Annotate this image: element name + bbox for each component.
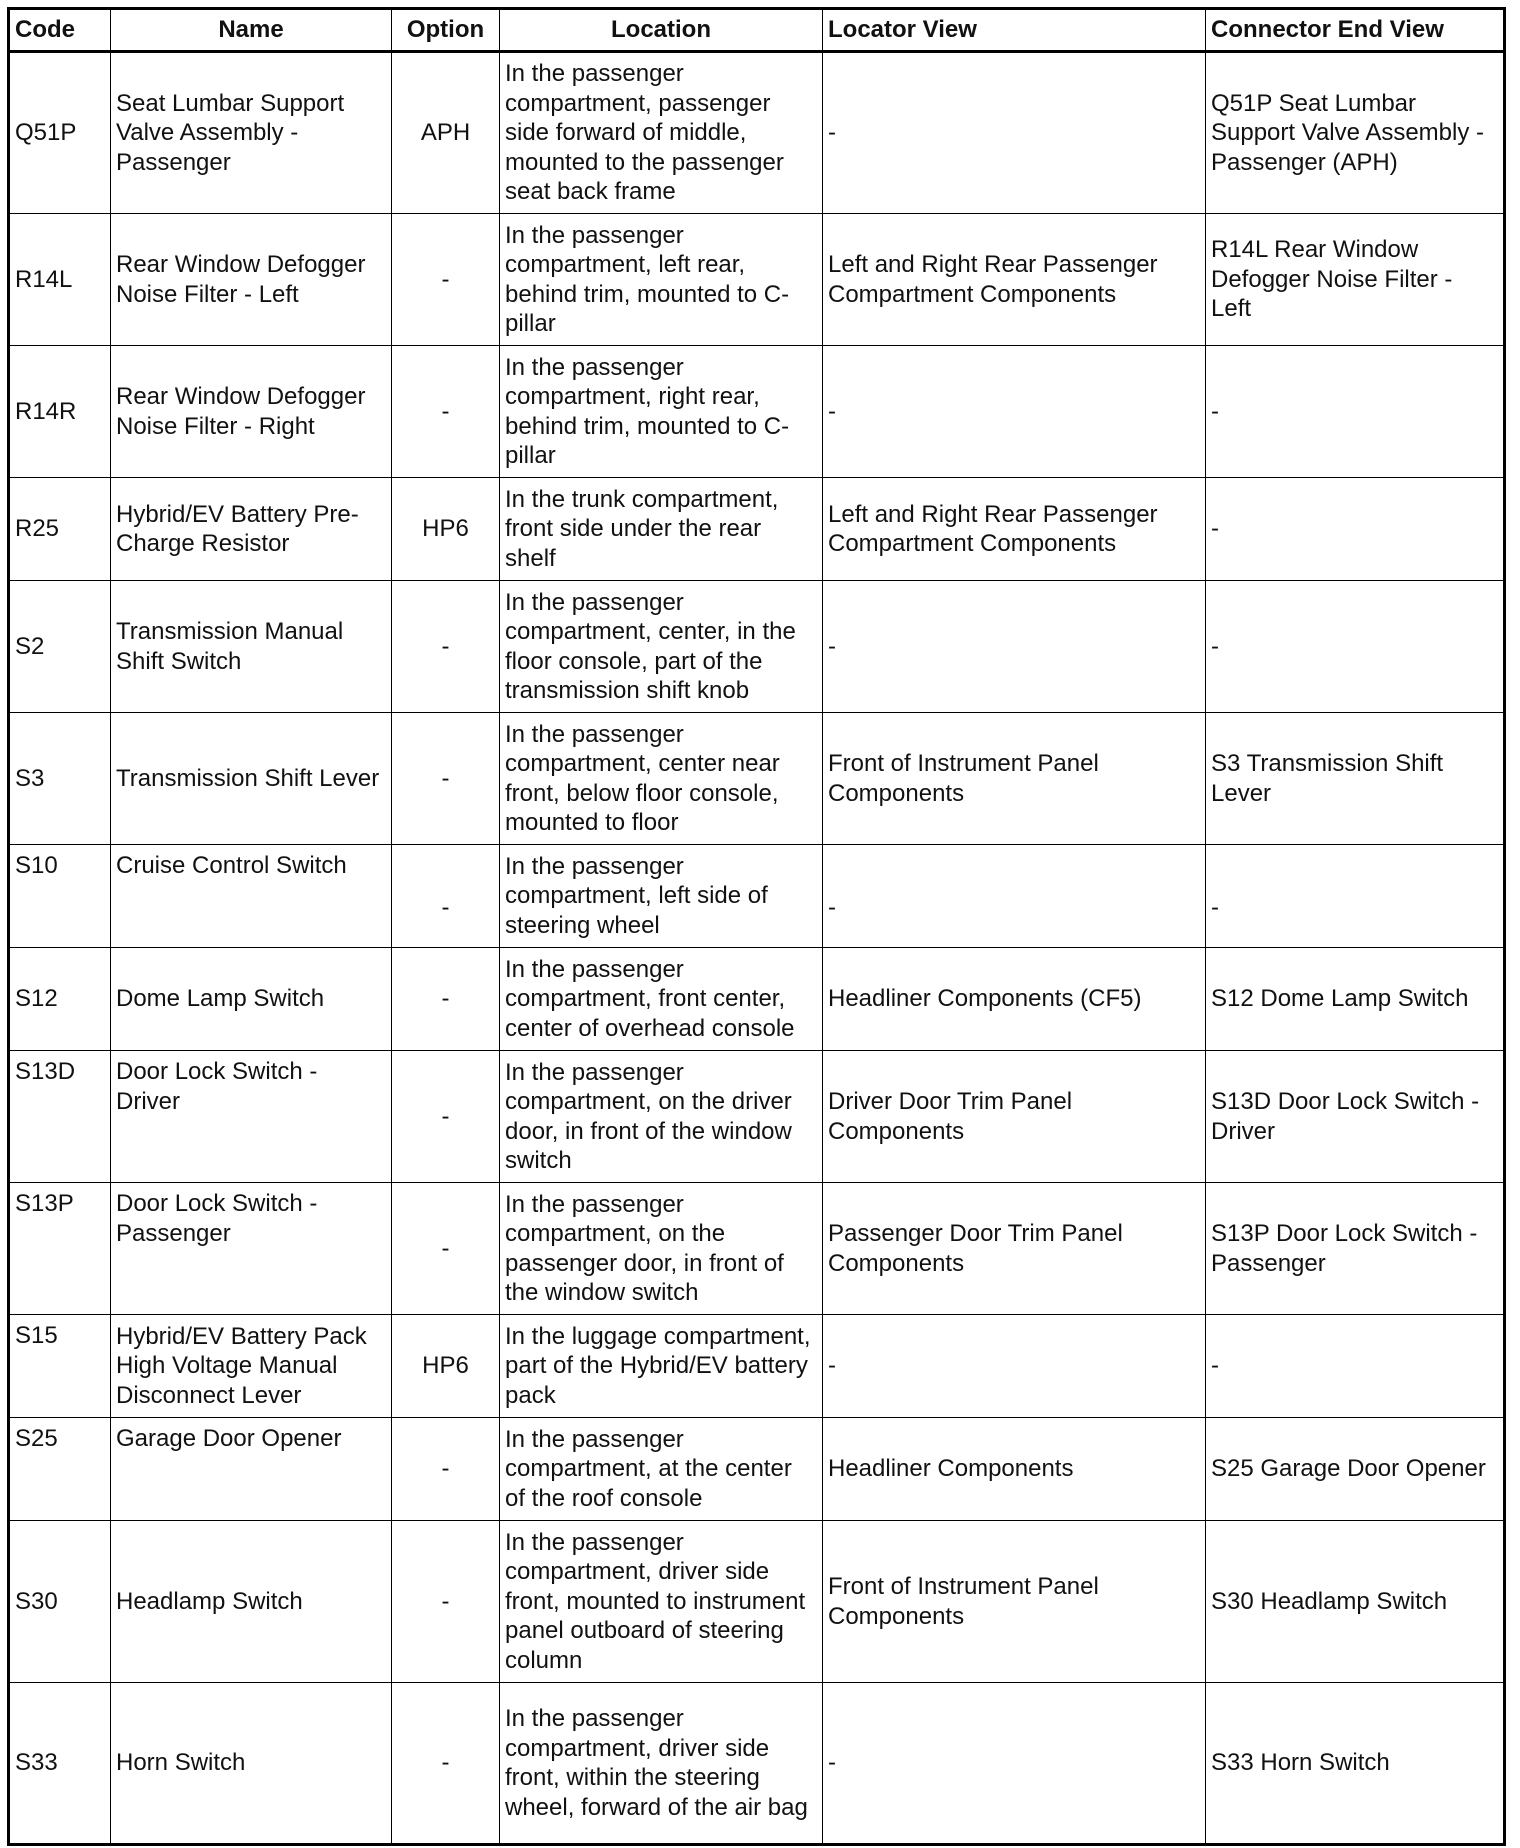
cell-connector-end-view: R14L Rear Window Defogger Noise Filter - Left bbox=[1206, 214, 1505, 346]
cell-option: - bbox=[392, 214, 500, 346]
cell-location: In the passenger compartment, front center, center of overhead console bbox=[500, 948, 823, 1051]
cell-option: - bbox=[392, 346, 500, 478]
cell-locator-view: - bbox=[823, 581, 1206, 713]
cell-locator-view: Front of Instrument Panel Components bbox=[823, 1521, 1206, 1683]
cell-connector-end-view: - bbox=[1206, 845, 1505, 948]
cell-location: In the passenger compartment, at the center of the roof console bbox=[500, 1418, 823, 1521]
cell-option: APH bbox=[392, 52, 500, 214]
table-row bbox=[9, 845, 1505, 948]
table-row bbox=[9, 581, 1505, 713]
cell-connector-end-view: S25 Garage Door Opener bbox=[1206, 1418, 1505, 1521]
table-row bbox=[9, 1051, 1505, 1183]
table-row bbox=[9, 1315, 1505, 1418]
cell-option: - bbox=[392, 1683, 500, 1845]
cell-name: Hybrid/EV Battery Pre-Charge Resistor bbox=[111, 478, 392, 581]
table-row bbox=[9, 1183, 1505, 1315]
table-row bbox=[9, 1521, 1505, 1683]
cell-name: Transmission Manual Shift Switch bbox=[111, 581, 392, 713]
cell-name: Door Lock Switch - Passenger bbox=[111, 1183, 392, 1315]
cell-option: - bbox=[392, 581, 500, 713]
table-row bbox=[9, 214, 1505, 346]
cell-code: S12 bbox=[9, 948, 111, 1051]
cell-name: Headlamp Switch bbox=[111, 1521, 392, 1683]
cell-connector-end-view: Q51P Seat Lumbar Support Valve Assembly - Passenger (APH) bbox=[1206, 52, 1505, 214]
table-row bbox=[9, 1683, 1505, 1845]
cell-connector-end-view: S13P Door Lock Switch - Passenger bbox=[1206, 1183, 1505, 1315]
cell-locator-view: Left and Right Rear Passenger Compartment Components bbox=[823, 478, 1206, 581]
header-name: Name bbox=[111, 9, 392, 52]
component-locator-table bbox=[7, 7, 1506, 1846]
cell-name: Rear Window Defogger Noise Filter - Left bbox=[111, 214, 392, 346]
cell-location: In the passenger compartment, center near front, below floor console, mounted to floor bbox=[500, 713, 823, 845]
cell-name: Seat Lumbar Support Valve Assembly - Passenger bbox=[111, 52, 392, 214]
header-option: Option bbox=[392, 9, 500, 52]
cell-locator-view: - bbox=[823, 845, 1206, 948]
cell-name: Horn Switch bbox=[111, 1683, 392, 1845]
cell-code: Q51P bbox=[9, 52, 111, 214]
cell-option: - bbox=[392, 1418, 500, 1521]
cell-location: In the passenger compartment, center, in the floor console, part of the transmission shift knob bbox=[500, 581, 823, 713]
cell-code: S15 bbox=[9, 1315, 111, 1418]
cell-location: In the passenger compartment, on the driver door, in front of the window switch bbox=[500, 1051, 823, 1183]
cell-connector-end-view: S13D Door Lock Switch - Driver bbox=[1206, 1051, 1505, 1183]
cell-locator-view: Driver Door Trim Panel Components bbox=[823, 1051, 1206, 1183]
cell-connector-end-view: S30 Headlamp Switch bbox=[1206, 1521, 1505, 1683]
cell-connector-end-view: S3 Transmission Shift Lever bbox=[1206, 713, 1505, 845]
cell-code: S10 bbox=[9, 845, 111, 948]
header-location: Location bbox=[500, 9, 823, 52]
cell-option: - bbox=[392, 948, 500, 1051]
cell-connector-end-view: S12 Dome Lamp Switch bbox=[1206, 948, 1505, 1051]
cell-code: S3 bbox=[9, 713, 111, 845]
cell-locator-view: Headliner Components bbox=[823, 1418, 1206, 1521]
header-connector-end-view: Connector End View bbox=[1206, 9, 1505, 52]
cell-option: - bbox=[392, 713, 500, 845]
cell-name: Dome Lamp Switch bbox=[111, 948, 392, 1051]
cell-location: In the luggage compartment, part of the Hybrid/EV battery pack bbox=[500, 1315, 823, 1418]
cell-location: In the passenger compartment, left side of steering wheel bbox=[500, 845, 823, 948]
cell-name: Garage Door Opener bbox=[111, 1418, 392, 1521]
cell-option: HP6 bbox=[392, 478, 500, 581]
cell-code: R25 bbox=[9, 478, 111, 581]
header-locator-view: Locator View bbox=[823, 9, 1206, 52]
cell-name: Door Lock Switch - Driver bbox=[111, 1051, 392, 1183]
cell-locator-view: - bbox=[823, 1315, 1206, 1418]
cell-option: - bbox=[392, 1521, 500, 1683]
cell-locator-view: Passenger Door Trim Panel Components bbox=[823, 1183, 1206, 1315]
cell-code: S33 bbox=[9, 1683, 111, 1845]
cell-location: In the passenger compartment, driver side front, within the steering wheel, forward of the air bag bbox=[500, 1683, 823, 1845]
cell-name: Transmission Shift Lever bbox=[111, 713, 392, 845]
cell-connector-end-view: - bbox=[1206, 478, 1505, 581]
cell-location: In the passenger compartment, on the passenger door, in front of the window switch bbox=[500, 1183, 823, 1315]
cell-location: In the trunk compartment, front side under the rear shelf bbox=[500, 478, 823, 581]
header-code: Code bbox=[9, 9, 111, 52]
cell-code: S13D bbox=[9, 1051, 111, 1183]
cell-connector-end-view: - bbox=[1206, 581, 1505, 713]
cell-locator-view: Headliner Components (CF5) bbox=[823, 948, 1206, 1051]
cell-option: HP6 bbox=[392, 1315, 500, 1418]
cell-locator-view: Left and Right Rear Passenger Compartment Components bbox=[823, 214, 1206, 346]
cell-connector-end-view: - bbox=[1206, 1315, 1505, 1418]
cell-code: R14L bbox=[9, 214, 111, 346]
table-row bbox=[9, 948, 1505, 1051]
cell-name: Rear Window Defogger Noise Filter - Right bbox=[111, 346, 392, 478]
cell-connector-end-view: - bbox=[1206, 346, 1505, 478]
cell-option: - bbox=[392, 1183, 500, 1315]
cell-option: - bbox=[392, 1051, 500, 1183]
cell-locator-view: Front of Instrument Panel Components bbox=[823, 713, 1206, 845]
cell-name: Cruise Control Switch bbox=[111, 845, 392, 948]
cell-location: In the passenger compartment, driver side front, mounted to instrument panel outboard of steering column bbox=[500, 1521, 823, 1683]
table-row bbox=[9, 478, 1505, 581]
cell-location: In the passenger compartment, right rear, behind trim, mounted to C-pillar bbox=[500, 346, 823, 478]
header-row bbox=[9, 9, 1505, 52]
cell-locator-view: - bbox=[823, 1683, 1206, 1845]
cell-name: Hybrid/EV Battery Pack High Voltage Manual Disconnect Lever bbox=[111, 1315, 392, 1418]
cell-code: R14R bbox=[9, 346, 111, 478]
cell-locator-view: - bbox=[823, 346, 1206, 478]
table-row bbox=[9, 346, 1505, 478]
cell-option: - bbox=[392, 845, 500, 948]
cell-code: S25 bbox=[9, 1418, 111, 1521]
table-row bbox=[9, 52, 1505, 214]
cell-connector-end-view: S33 Horn Switch bbox=[1206, 1683, 1505, 1845]
table-row bbox=[9, 713, 1505, 845]
table-row bbox=[9, 1418, 1505, 1521]
cell-code: S2 bbox=[9, 581, 111, 713]
cell-code: S30 bbox=[9, 1521, 111, 1683]
cell-code: S13P bbox=[9, 1183, 111, 1315]
cell-location: In the passenger compartment, passenger side forward of middle, mounted to the passenger seat back frame bbox=[500, 52, 823, 214]
cell-locator-view: - bbox=[823, 52, 1206, 214]
cell-location: In the passenger compartment, left rear, behind trim, mounted to C-pillar bbox=[500, 214, 823, 346]
